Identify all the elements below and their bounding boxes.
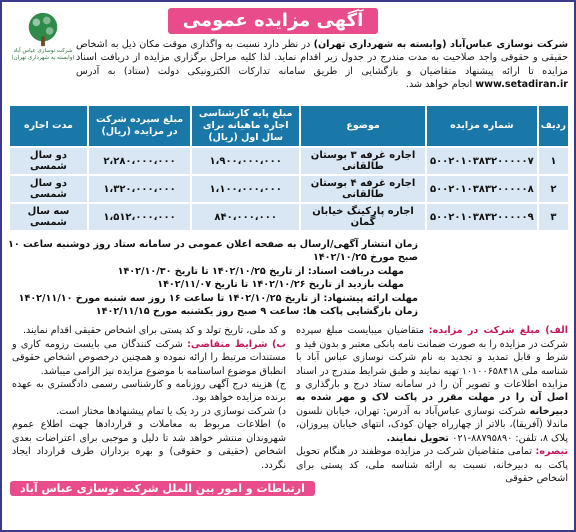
cell-deposit: ۱،۳۲۰،۰۰۰،۰۰۰ <box>87 176 190 202</box>
section-a-end: تحویل نمایند. <box>386 432 453 444</box>
header <box>8 6 568 102</box>
receive-deadline: مهلت دریافت اسناد: از تاریخ ۱۴۰۲/۱۰/۲۵ تا تاریخ ۱۴۰۲/۱۰/۳۰ <box>117 265 404 277</box>
table-row <box>8 204 568 230</box>
cell-number: ۵۰۰۲۰۱۰۳۸۳۲۰۰۰۰۰۸ <box>425 176 537 202</box>
terms-left-column <box>12 324 286 485</box>
section-e-text: ه) اطلاعات مربوط به معاملات و قراردادها جهت اطلاع عموم شهروندان منتشر خواهد شد تا دلیل و موجبی برای اعتراضات بعدی اشخاص (حقیقی و حقوقی) و بهره برداران طرف قرارداد ایجاد نگردد. <box>12 419 286 471</box>
note-label: تبصره: <box>535 446 568 458</box>
cell-deposit: ۲،۲۸۰،۰۰۰،۰۰۰ <box>87 148 190 174</box>
section-c-text: ج) هزینه درج آگهی روزنامه و کارشناسی رسمی دادگستری به عهده برنده مزایده خواهد بود. <box>12 379 286 404</box>
opening-date: زمان بازگشایی پاکت ها: ساعت ۹ صبح روز یکشنبه مورخ ۱۴۰۲/۱۱/۱۵ <box>95 306 418 318</box>
intro-paragraph <box>76 38 568 92</box>
cell-duration: سه سال شمسی <box>8 204 87 230</box>
cell-base: ۱،۹۰۰،۰۰۰،۰۰۰ <box>190 148 299 174</box>
tree-logo-icon <box>24 10 62 48</box>
footer <box>10 477 315 496</box>
intro-text: در نظر دارد نسبت به واگذاری موقت مکان ذیل به اشخاص حقیقی و حقوقی واجد صلاحیت به مدت مندرج در جدول زیر اقدام نماید. لذا کلیه مراحل برگزاری مزایده از دریافت اسناد مزایده تا ارائه پیشنهاد متقاضیان و بازگشایی از طریق سامانه تدارکات الکترونیکی دولت (ستاد) به آدرس <box>76 39 568 77</box>
terms-right-column <box>296 324 568 485</box>
cell-number: ۵۰۰۲۰۱۰۳۸۳۲۰۰۰۰۰۹ <box>425 204 537 230</box>
cell-base: ۸۴۰،۰۰۰،۰۰۰ <box>190 204 299 230</box>
auction-table <box>8 104 568 232</box>
company-logo <box>10 10 76 70</box>
section-a-address: شرکت نوسازی عباس‌آباد به آدرس: تهران، خیابان نلسون ماندلا (آفریقا)، بالاتر از چهارراه جهان کودک، انتهای خیابان پیروزان، پلاک ۸، تلفن: ۸۸۷۹۵۸۹۰-۰۲۱ <box>296 405 568 444</box>
cell-deposit: ۱،۵۱۲،۰۰۰،۰۰۰ <box>87 204 190 230</box>
header-subject: موضوع <box>299 106 425 146</box>
cell-radif: ۳ <box>537 204 568 230</box>
section-b-text: شرکت کنندگان می بایست رزومه کاری و مستندات مرتبط را ارائه نموده و همچنین درخصوص اشخاص حقوقی انطباق موضوع اساسنامه با موضوع مزایده نیز الزامی میباشد. <box>12 338 286 377</box>
setad-url[interactable]: www.setadiran.ir <box>475 79 568 91</box>
section-b-label: ب) شرایط متقاضی: <box>187 338 286 350</box>
section-a-bold: اصل آن را در مهلت مقرر در پاکت لاک و مهر شده به دبیرخانه <box>296 392 568 417</box>
section-a-text: متقاضیان میبایست مبلغ سپرده شرکت در مزایده را به صورت ضمانت نامه بانکی معتبر و بدون قید و شرط و قابل تمدید و تجدید به نام شرکت نوسازی عباس آباد با شناسه ملی ۱۰۱۰۰۶۵۸۴۱۸ تهیه نمایند و طبق شرایط مندرج در اسناد مزایده اطلاعات و تصویر آن را در سامانه ستاد درج و بارگذاری و <box>296 325 568 391</box>
schedule-block <box>8 238 568 318</box>
intro-tail: انجام خواهد شد. <box>405 79 476 91</box>
visit-deadline: مهلت بازدید از تاریخ ۱۴۰۲/۱۰/۲۶ تا تاریخ ۱۴۰۲/۱۱/۰۷ <box>157 279 404 291</box>
table-row <box>8 148 568 174</box>
table-row <box>8 176 568 202</box>
cell-subject: اجاره غرفه ۴ بوستان طالقانی <box>299 176 425 202</box>
publish-date: زمان انتشار آگهی/ارسال به صفحه اعلان عمومی در سامانه ستاد روز دوشنبه ساعت ۱۰ صبح مورخ ۱۴۰۲/۱۰/۲۵ <box>7 239 418 264</box>
terms-columns <box>8 318 568 485</box>
header-duration: مدت اجاره <box>8 106 87 146</box>
cell-subject: اجاره پارکینگ خیابان گمان <box>299 204 425 230</box>
cell-subject: اجاره غرفه ۳ بوستان طالقانی <box>299 148 425 174</box>
cell-number: ۵۰۰۲۰۱۰۳۸۳۲۰۰۰۰۰۷ <box>425 148 537 174</box>
table-header-row <box>8 106 568 146</box>
note-text: تمامی متقاضیان شرکت در مزایده موظفند در هنگام تحویل پاکت به دبیرخانه، نسبت به ارائه شناسه ملی، کد پستی برای اشخاص حقوقی <box>296 446 568 484</box>
cell-duration: دو سال شمسی <box>8 148 87 174</box>
logo-text: شرکت نوسازی عباس آباد (وابسته به شهرداری تهران) <box>11 48 75 61</box>
header-base-price: مبلغ پایه کارشناسی اجاره ماهیانه برای سال اول (ریال) <box>190 106 299 146</box>
footer-signature: ارتباطات و امور بین الملل شرکت نوسازی عباس آباد <box>10 481 315 496</box>
cell-base: ۱،۱۰۰،۰۰۰،۰۰۰ <box>190 176 299 202</box>
page-title: آگهی مزایده عمومی <box>168 8 378 34</box>
company-name: شرکت نوسازی عباس‌آباد (وابسته به شهرداری تهران) <box>313 39 569 50</box>
offer-deadline: مهلت ارائه پیشنهاد: از تاریخ ۱۴۰۲/۱۰/۲۵ تا ساعت ۱۶ روز سه شنبه مورخ ۱۴۰۲/۱۱/۱۰ <box>18 292 418 304</box>
section-b-intro: و کد ملی، تاریخ تولد و کد پستی برای اشخاص حقیقی اقدام نمایند. <box>22 325 286 337</box>
cell-duration: دو سال شمسی <box>8 176 87 202</box>
cell-radif: ۱ <box>537 148 568 174</box>
header-number: شماره مزایده <box>425 106 537 146</box>
header-radif: ردیف <box>537 106 568 146</box>
cell-radif: ۲ <box>537 176 568 202</box>
header-deposit: مبلغ سپرده شرکت در مزایده (ریال) <box>87 106 190 146</box>
section-d-text: د) شرکت نوسازی در رد یک یا تمام پیشنهادها مختار است. <box>56 405 286 417</box>
section-a-label: الف) مبلغ شرکت در مزایده: <box>428 325 568 337</box>
